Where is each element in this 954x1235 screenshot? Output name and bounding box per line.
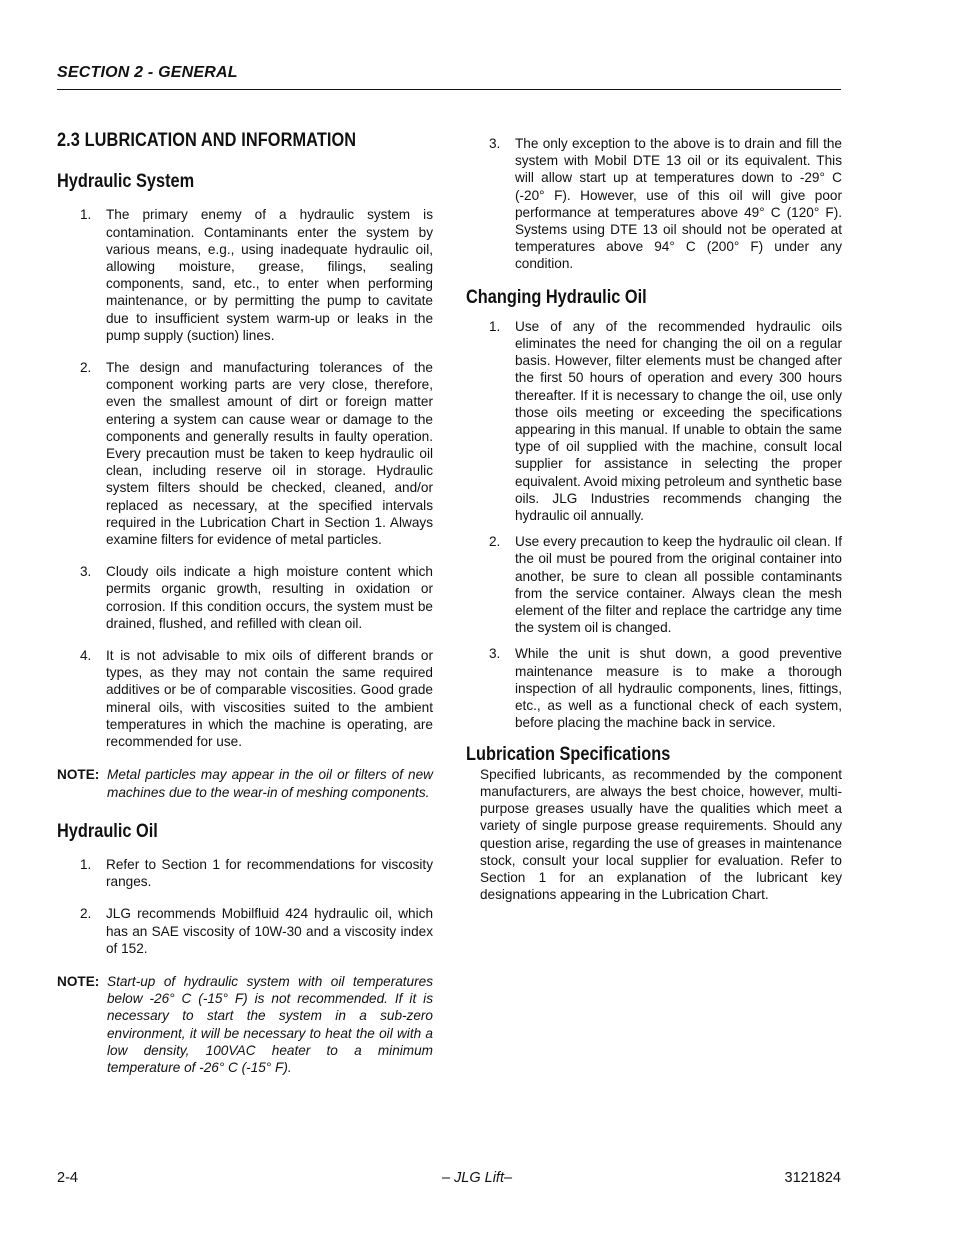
item-text: The primary enemy of a hydraulic system is contamination. Contaminants enter the system by various means, e.g., using inadequate hydraulic oil, allowing moisture, grease, filings, sealing components, sand, etc., to enter when performing maintenance, or by permitting the pump to cavitate due to insufficient system warm-up or leaks in the pump supply (suction) lines.	[106, 207, 433, 343]
item-number: 4.	[80, 648, 92, 664]
footer-brand: – JLG Lift–	[441, 1170, 513, 1186]
left-column	[57, 132, 433, 1076]
note-label: NOTE:	[57, 973, 100, 989]
main-heading: 2.3 LUBRICATION AND INFORMATION	[57, 130, 357, 151]
item-text: The design and manufacturing tolerances of the component working parts are very close, therefore, even the smallest amount of dirt or foreign matter entering a system can cause wear or damage to the components and generally results in faulty operation. Every precaution must be taken to keep hydraulic oil clean, including reserve oil in storage. Hydraulic system filters should be checked, cleaned, and/or replaced as necessary, at the specified intervals required in the Lubrication Chart in Section 1. Always examine filters for evidence of metal particles.	[106, 360, 433, 548]
list-item	[466, 135, 842, 273]
note-text: Start-up of hydraulic system with oil temperatures below -26° C (-15° F) is not recommended. If it is necessary to start the system in a sub-zero environment, it will be necessary to heat the oil with a low density, 100VAC heater to a minimum temperature of -26° C (-15° F).	[107, 973, 433, 1075]
hydraulic-oil-heading: Hydraulic Oil	[57, 820, 158, 842]
right-column	[466, 135, 842, 903]
list-item	[466, 645, 842, 731]
list-item	[466, 533, 842, 636]
item-number: 3.	[489, 136, 501, 151]
list-item	[57, 206, 433, 344]
list-item	[57, 563, 433, 632]
item-text: While the unit is shut down, a good preventive maintenance measure is to make a thorough inspection of all hydraulic components, lines, fittings, etc., as well as a functional check of each system, before placing the machine back in service.	[515, 646, 842, 731]
metal-particles-note	[57, 766, 433, 800]
list-item	[57, 647, 433, 750]
item-number: 1.	[80, 207, 92, 223]
item-text: Refer to Section 1 for recommendations for viscosity ranges.	[106, 856, 433, 890]
startup-temperature-note	[57, 973, 433, 1076]
changing-oil-heading: Changing Hydraulic Oil	[466, 286, 647, 308]
hydraulic-system-list	[57, 206, 433, 750]
lubrication-specs-paragraph: Specified lubricants, as recommended by the component manufacturers, are always the best choice, however, multi-purpose greases usually have the qualities which meet a variety of single purpose grease requirements. Should any question arise, regarding the use of greases in maintenance stock, consult your local supplier for evaluation. Refer to Section 1 for an explanation of the lubricant key designations appearing in the Lubrication Chart.	[480, 766, 842, 903]
list-item	[57, 856, 433, 890]
list-item	[466, 318, 842, 524]
hydraulic-oil-list-continued	[466, 135, 842, 273]
item-number: 1.	[489, 318, 501, 334]
document-number: 3121824	[784, 1170, 841, 1186]
list-item	[57, 905, 433, 957]
item-number: 1.	[80, 856, 92, 872]
list-item	[57, 359, 433, 548]
item-number: 2.	[80, 360, 92, 376]
item-text: Use of any of the recommended hydraulic oils eliminates the need for changing the oil on a regular basis. However, filter elements must be changed after the first 50 hours of operation and every 300 hours thereafter. If it is necessary to change the oil, use only those oils meeting or exceeding the specifications appearing in this manual. If unable to obtain the same type of oil supplied with the machine, consult local supplier for assistance in selecting the proper equivalent. Avoid mixing petroleum and synthetic base oils. JLG Industries recommends changing the hydraulic oil annually.	[515, 318, 842, 524]
page-number: 2-4	[57, 1170, 78, 1186]
item-text: Cloudy oils indicate a high moisture content which permits organic growth, resulting in oxidation or corrosion. If this condition occurs, the system must be drained, flushed, and refilled with clean oil.	[106, 564, 433, 631]
hydraulic-oil-list	[57, 856, 433, 957]
section-header: SECTION 2 - GENERAL	[57, 64, 238, 81]
note-text: Metal particles may appear in the oil or filters of new machines due to the wear-in of meshing components.	[107, 767, 433, 800]
item-number: 3.	[80, 564, 92, 580]
item-text: Use every precaution to keep the hydraulic oil clean. If the oil must be poured from the original container into another, be sure to clean all possible contaminants from the service container. Always clean the mesh element of the filter and replace the cartridge any time the system oil is changed.	[515, 534, 842, 636]
item-number: 3.	[489, 646, 501, 662]
item-text: It is not advisable to mix oils of different brands or types, as they may not contain the same required additives or be of comparable viscosities. Good grade mineral oils, with viscosities suited to the ambient temperatures in which the machine is operating, are recommended for use.	[106, 648, 433, 750]
changing-oil-list	[466, 318, 842, 732]
hydraulic-system-heading: Hydraulic System	[57, 171, 195, 193]
item-number: 2.	[80, 906, 92, 922]
item-text: The only exception to the above is to drain and fill the system with Mobil DTE 13 oil or its equivalent. This will allow start up at temperatures down to -29° C (-20° F). However, use of this oil will give poor performance at temperatures above 49° C (120° F). Systems using DTE 13 oil should not be operated at temperatures above 94° C (200° F) under any condition.	[515, 136, 842, 272]
item-number: 2.	[489, 534, 501, 550]
note-label: NOTE:	[57, 767, 100, 783]
item-text: JLG recommends Mobilfluid 424 hydraulic oil, which has an SAE viscosity of 10W-30 and a viscosity index of 152.	[106, 906, 433, 956]
header-rule	[57, 89, 841, 90]
lubrication-specs-heading: Lubrication Specifications	[466, 743, 671, 765]
